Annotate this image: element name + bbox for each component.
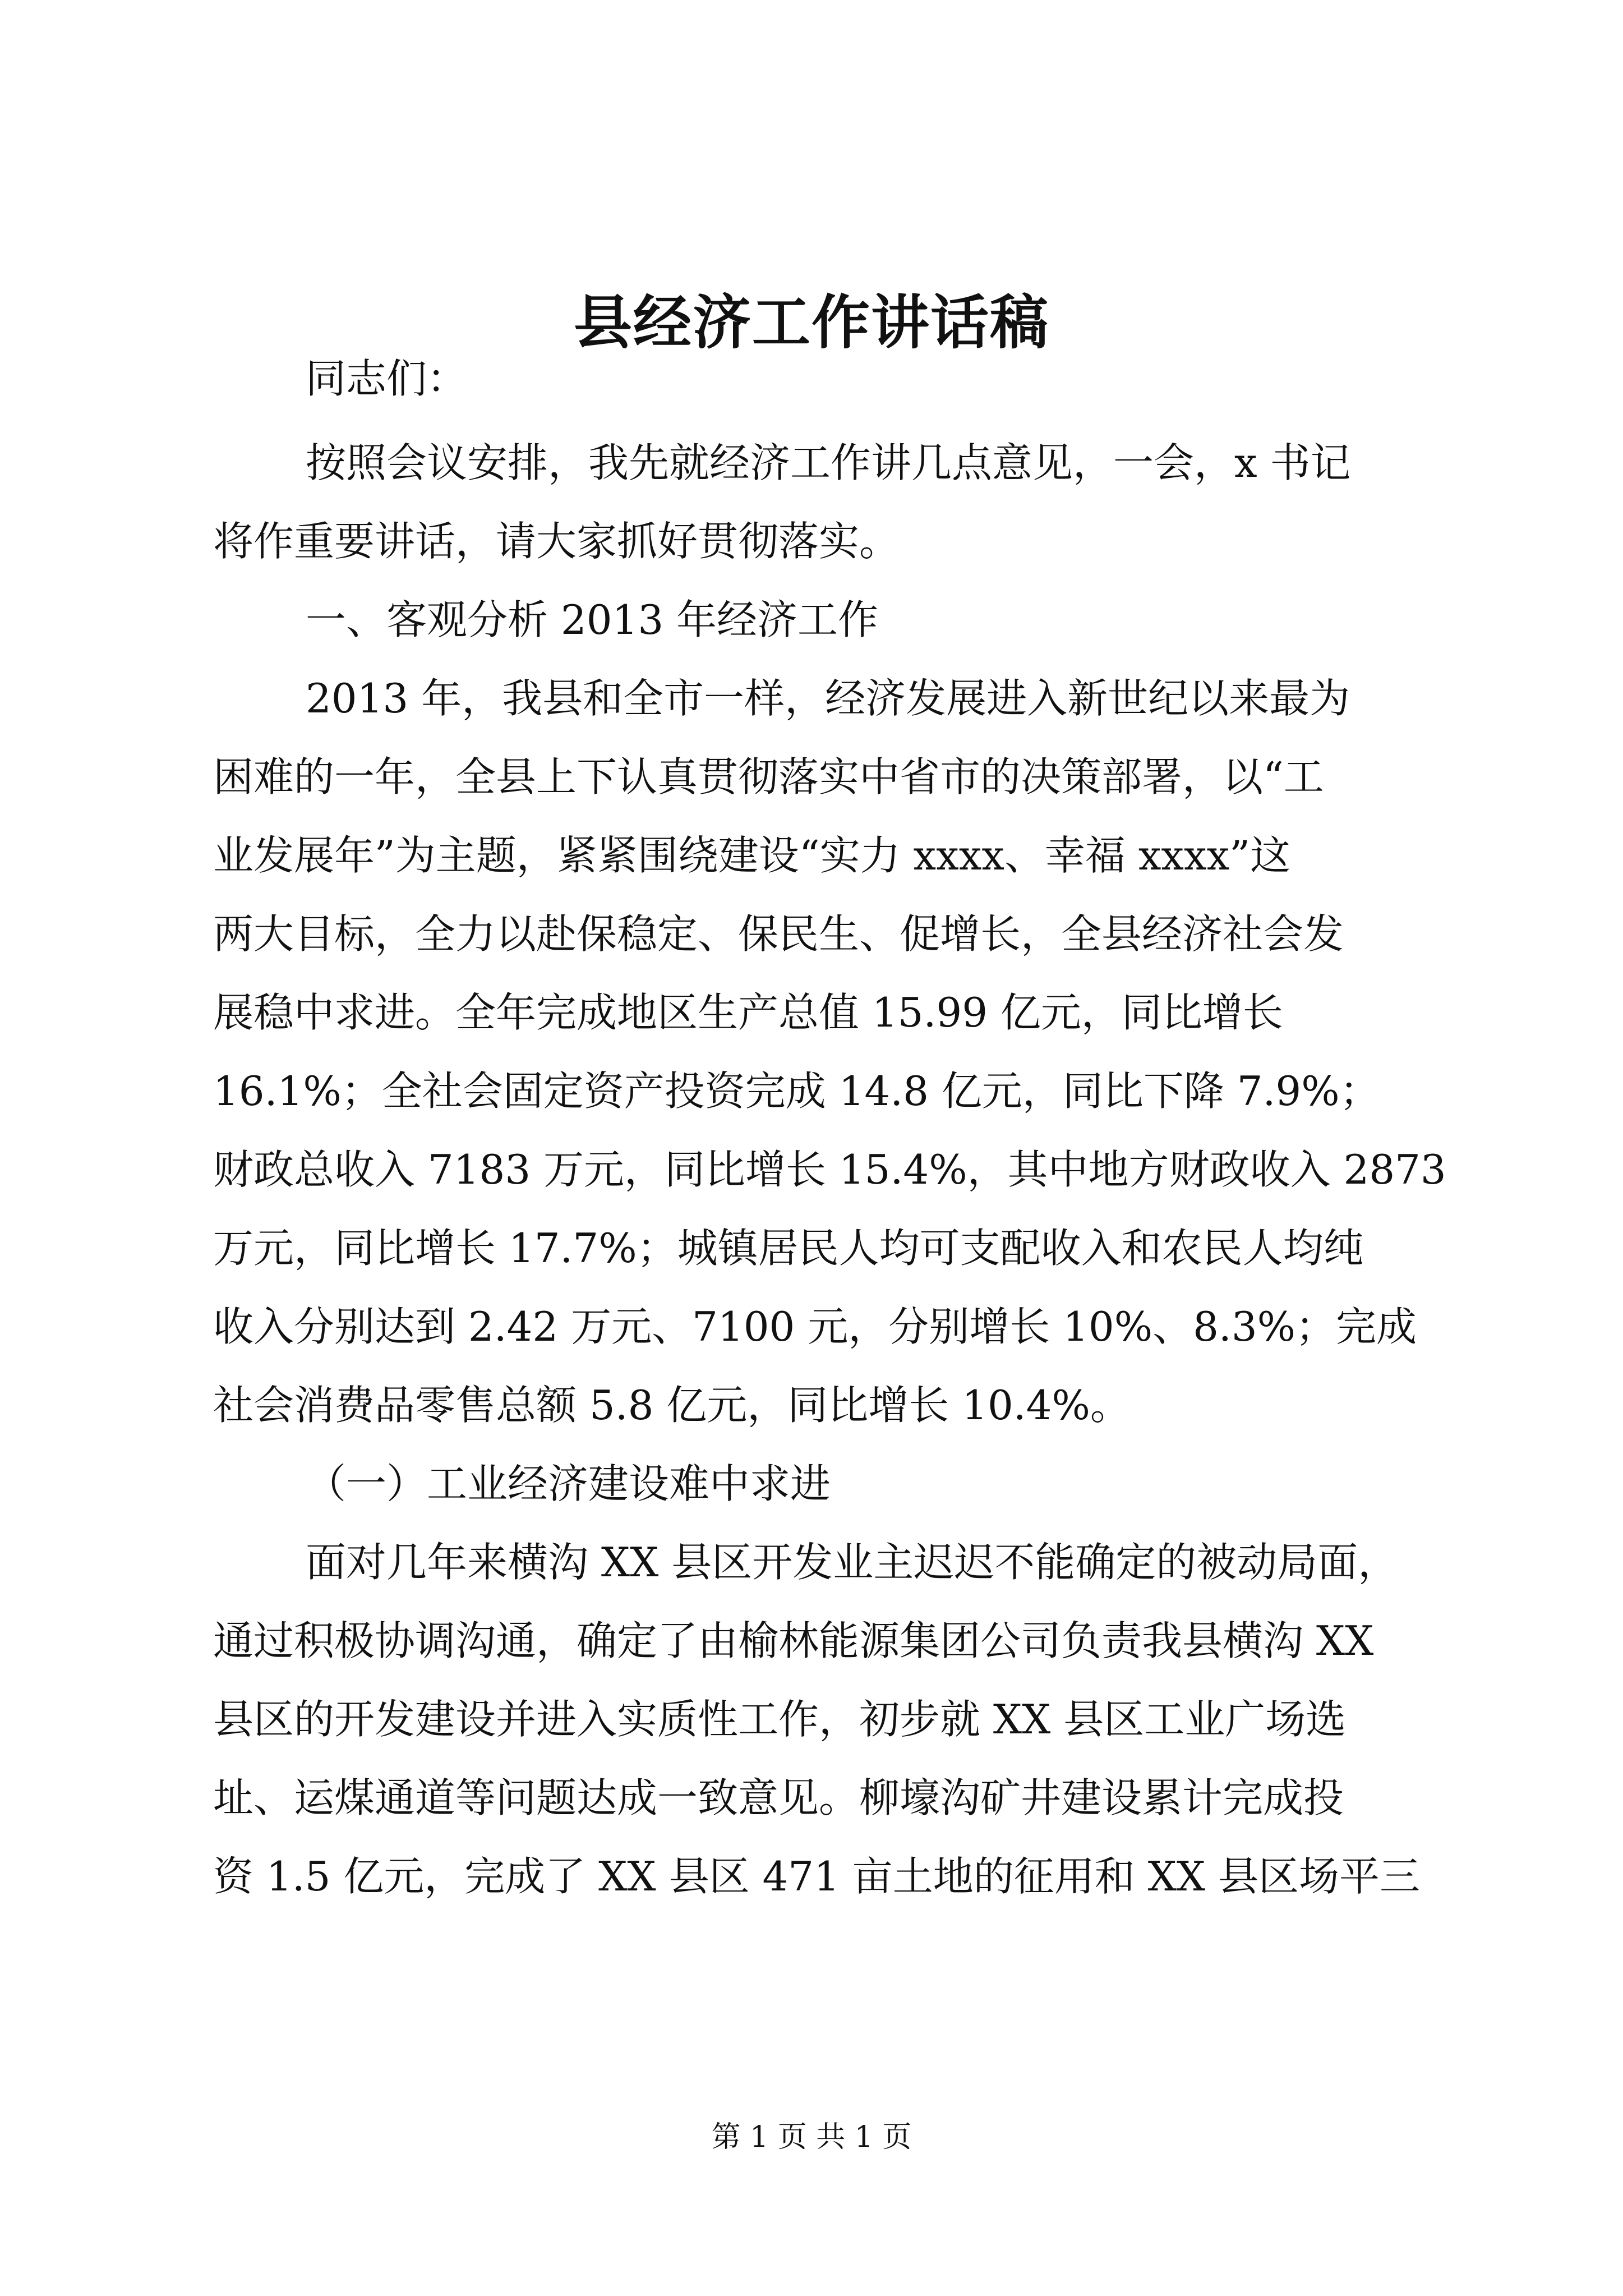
document-title: 县经济工作讲话稿 xyxy=(573,288,1049,357)
paragraph-line: 址、运煤通道等问题达成一致意见。柳壕沟矿井建设累计完成投 xyxy=(213,1774,1344,1821)
paragraph-line: 通过积极协调沟通，确定了由榆林能源集团公司负责我县横沟 XX xyxy=(213,1617,1374,1664)
paragraph-line: 面对几年来横沟 XX 县区开发业主迟迟不能确定的被动局面， xyxy=(306,1539,1399,1586)
paragraph-line: 社会消费品零售总额 5.8 亿元，同比增长 10.4%。 xyxy=(213,1382,1131,1429)
paragraph-line: 16.1%；全社会固定资产投资完成 14.8 亿元，同比下降 7.9%； xyxy=(213,1068,1380,1115)
paragraph-line: 业发展年”为主题，紧紧围绕建设“实力 xxxx、幸福 xxxx”这 xyxy=(213,832,1291,879)
paragraph-line: 困难的一年，全县上下认真贯彻落实中省市的决策部署，以“工 xyxy=(213,753,1324,800)
paragraph-line: 资 1.5 亿元，完成了 XX 县区 471 亩土地的征用和 XX 县区场平三 xyxy=(213,1853,1421,1900)
paragraph-line: 收入分别达到 2.42 万元、7100 元，分别增长 10%、8.3%；完成 xyxy=(213,1303,1417,1350)
paragraph-line: 财政总收入 7183 万元，同比增长 15.4%，其中地方财政收入 2873 xyxy=(213,1146,1446,1193)
greeting: 同志们： xyxy=(306,355,468,402)
paragraph-line: 2013 年，我县和全市一样，经济发展进入新世纪以来最为 xyxy=(306,675,1350,722)
paragraph-line: 展稳中求进。全年完成地区生产总值 15.99 亿元，同比增长 xyxy=(213,989,1283,1036)
section-heading: 一、客观分析 2013 年经济工作 xyxy=(306,596,879,643)
paragraph-line: 县区的开发建设并进入实质性工作，初步就 XX 县区工业广场选 xyxy=(213,1696,1347,1743)
paragraph-line: 按照会议安排，我先就经济工作讲几点意见，一会，x 书记 xyxy=(306,439,1351,486)
page-footer: 第 1 页 共 1 页 xyxy=(711,2120,912,2154)
paragraph-line: 两大目标，全力以赴保稳定、保民生、促增长，全县经济社会发 xyxy=(213,910,1344,958)
subsection-heading: （一）工业经济建设难中求进 xyxy=(306,1460,831,1507)
paragraph-line: 万元，同比增长 17.7%；城镇居民人均可支配收入和农民人均纯 xyxy=(213,1225,1364,1272)
paragraph-line: 将作重要讲话，请大家抓好贯彻落实。 xyxy=(213,518,900,565)
